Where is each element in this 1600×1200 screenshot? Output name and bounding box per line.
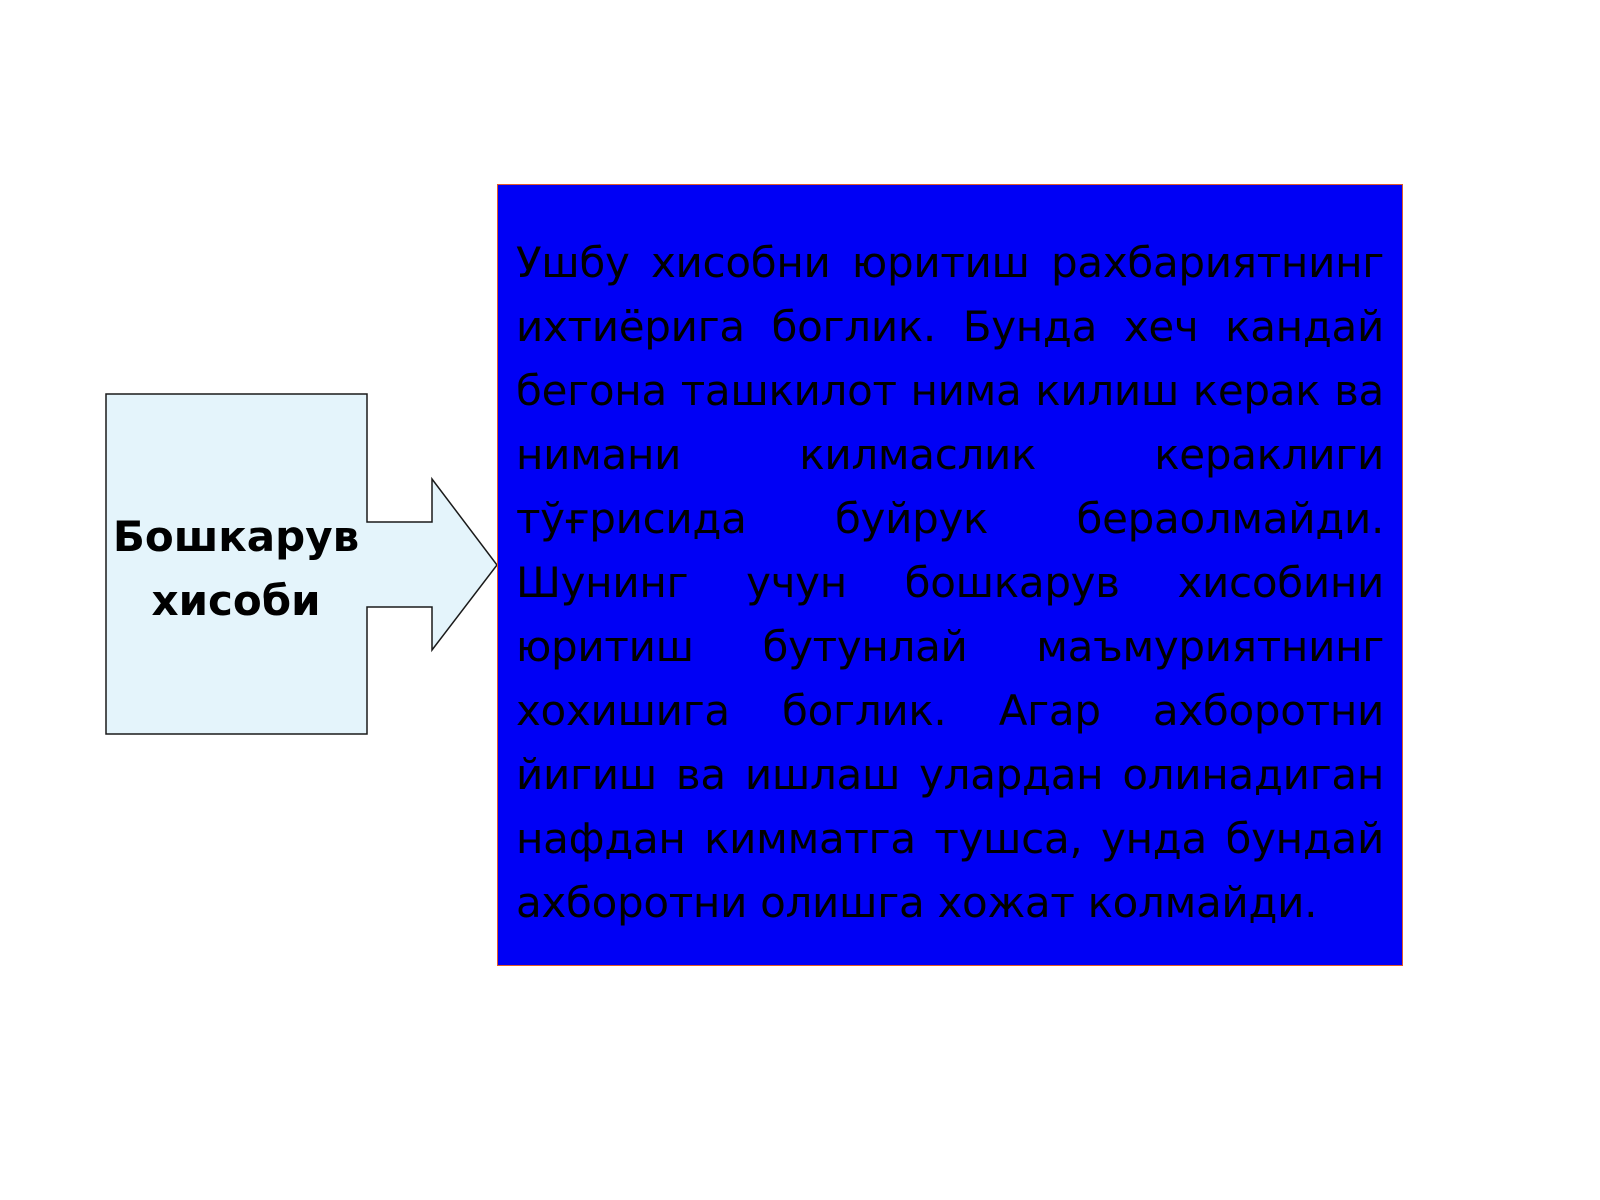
text-panel [497,184,1403,966]
callout-label-line-2: хисоби [151,576,321,625]
callout-label-line-1: Бошкарув [112,512,360,561]
panel-text: Ушбу хисобни юритиш рахбариятнинг ихтиёрига боглик. Бунда хеч кандай бегона ташкилот нима килиш керак ва нимани килмаслик кераклиги тўғрисида буйрук бераолмайди. Шунинг учун бошкарув хисобини юритиш бутунлай маъмуриятнинг хохишига боглик. Агар ахборотни йигиш ва ишлаш улардан олинадиган нафдан кимматга тушса, унда бундай ахборотни олишга хожат колмайди. [516,238,1384,927]
callout-label [108,505,364,633]
